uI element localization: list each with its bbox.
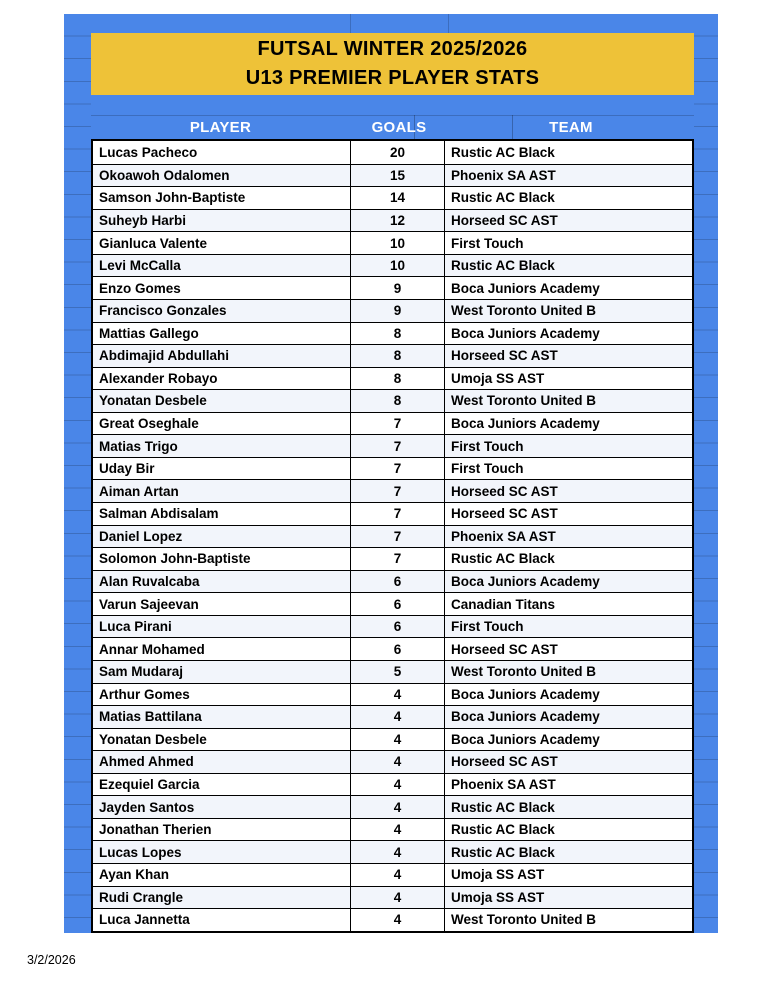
- player-name-cell: Rudi Crangle: [99, 889, 184, 905]
- team-cell: Rustic AC Black: [451, 551, 555, 567]
- goals-cell: 15: [350, 165, 445, 187]
- team-cell: West Toronto United B: [451, 303, 596, 319]
- team-cell: West Toronto United B: [451, 912, 596, 928]
- player-name-cell: Aiman Artan: [99, 483, 179, 499]
- team-cell: Umoja SS AST: [451, 370, 545, 386]
- table-row: [93, 637, 692, 660]
- player-name-cell: Jonathan Therien: [99, 822, 212, 838]
- player-name-cell: Gianluca Valente: [99, 235, 208, 251]
- table-row: [93, 863, 692, 886]
- table-row: [93, 570, 692, 593]
- goals-cell: 10: [350, 255, 445, 277]
- goals-cell: 4: [350, 909, 445, 931]
- goals-cell: 8: [350, 345, 445, 367]
- team-cell: Rustic AC Black: [451, 799, 555, 815]
- table-row: [93, 186, 692, 209]
- goals-cell: 4: [350, 774, 445, 796]
- table-row: [93, 479, 692, 502]
- team-cell: Phoenix SA AST: [451, 777, 556, 793]
- player-name-cell: Samson John-Baptiste: [99, 190, 246, 206]
- team-cell: Horseed SC AST: [451, 348, 558, 364]
- player-name-cell: Alan Ruvalcaba: [99, 573, 200, 589]
- table-row: [93, 389, 692, 412]
- table-row: [93, 705, 692, 728]
- table-row: [93, 750, 692, 773]
- player-name-cell: Daniel Lopez: [99, 528, 183, 544]
- title-line-1: FUTSAL WINTER 2025/2026: [257, 38, 528, 60]
- team-cell: Horseed SC AST: [451, 754, 558, 770]
- table-row: [93, 818, 692, 841]
- team-cell: First Touch: [451, 619, 524, 635]
- goals-cell: 4: [350, 751, 445, 773]
- goals-cell: 6: [350, 616, 445, 638]
- player-name-cell: Uday Bir: [99, 461, 155, 477]
- player-name-cell: Yonatan Desbele: [99, 393, 207, 409]
- goals-cell: 7: [350, 526, 445, 548]
- table-row: [93, 412, 692, 435]
- player-name-cell: Francisco Gonzales: [99, 303, 227, 319]
- player-name-cell: Annar Mohamed: [99, 641, 205, 657]
- player-name-cell: Abdimajid Abdullahi: [99, 348, 229, 364]
- team-cell: Phoenix SA AST: [451, 167, 556, 183]
- team-cell: Rustic AC Black: [451, 822, 555, 838]
- goals-cell: 8: [350, 390, 445, 412]
- table-row: [93, 525, 692, 548]
- goals-cell: 12: [350, 210, 445, 232]
- player-name-cell: Jayden Santos: [99, 799, 195, 815]
- left-blue-column: [64, 14, 91, 933]
- team-cell: Rustic AC Black: [451, 144, 555, 160]
- title-banner: [91, 33, 694, 95]
- player-name-cell: Sam Mudaraj: [99, 664, 184, 680]
- table-row: [93, 660, 692, 683]
- team-cell: Boca Juniors Academy: [451, 686, 600, 702]
- team-cell: West Toronto United B: [451, 664, 596, 680]
- player-name-cell: Ayan Khan: [99, 867, 170, 883]
- team-cell: Horseed SC AST: [451, 212, 558, 228]
- title-line-2: U13 PREMIER PLAYER STATS: [245, 67, 540, 89]
- team-cell: West Toronto United B: [451, 393, 596, 409]
- date-footer: 3/2/2026: [27, 953, 76, 967]
- goals-cell: 4: [350, 841, 445, 863]
- team-cell: First Touch: [451, 461, 524, 477]
- goals-cell: 7: [350, 548, 445, 570]
- goals-cell: 7: [350, 435, 445, 457]
- table-row: [93, 322, 692, 345]
- goals-cell: 6: [350, 638, 445, 660]
- table-row: [93, 367, 692, 390]
- player-name-cell: Levi McCalla: [99, 258, 181, 274]
- goals-cell: 4: [350, 684, 445, 706]
- table-row: [93, 615, 692, 638]
- table-row: [93, 231, 692, 254]
- player-name-cell: Luca Pirani: [99, 619, 172, 635]
- player-name-cell: Mattias Gallego: [99, 325, 199, 341]
- team-cell: Umoja SS AST: [451, 889, 545, 905]
- table-row: [93, 299, 692, 322]
- table-row: [93, 795, 692, 818]
- goals-cell: 4: [350, 819, 445, 841]
- team-cell: Boca Juniors Academy: [451, 325, 600, 341]
- goals-cell: 8: [350, 323, 445, 345]
- table-row: [93, 457, 692, 480]
- goals-cell: 4: [350, 729, 445, 751]
- team-cell: Boca Juniors Academy: [451, 416, 600, 432]
- table-row: [93, 840, 692, 863]
- player-name-cell: Varun Sajeevan: [99, 596, 199, 612]
- team-cell: First Touch: [451, 438, 524, 454]
- grid-line: [448, 14, 449, 33]
- goals-cell: 20: [350, 141, 445, 164]
- table-row: [93, 592, 692, 615]
- goals-cell: 5: [350, 661, 445, 683]
- player-name-cell: Lucas Lopes: [99, 844, 182, 860]
- goals-cell: 10: [350, 232, 445, 254]
- team-cell: Boca Juniors Academy: [451, 573, 600, 589]
- table-row: [93, 908, 692, 931]
- player-name-cell: Great Oseghale: [99, 416, 199, 432]
- goals-cell: 4: [350, 887, 445, 909]
- player-name-cell: Luca Jannetta: [99, 912, 190, 928]
- goals-cell: 6: [350, 571, 445, 593]
- player-name-cell: Solomon John-Baptiste: [99, 551, 251, 567]
- right-blue-column: [694, 14, 718, 933]
- goals-cell: 8: [350, 368, 445, 390]
- goals-cell: 4: [350, 796, 445, 818]
- table-row: [93, 209, 692, 232]
- table-row: [93, 502, 692, 525]
- goals-cell: 7: [350, 413, 445, 435]
- team-cell: Boca Juniors Academy: [451, 280, 600, 296]
- table-row: [93, 254, 692, 277]
- player-name-cell: Matias Battilana: [99, 709, 202, 725]
- column-header-team: TEAM: [549, 119, 593, 136]
- player-name-cell: Ezequiel Garcia: [99, 777, 200, 793]
- column-header-row: [91, 115, 694, 140]
- team-cell: Boca Juniors Academy: [451, 731, 600, 747]
- player-name-cell: Suheyb Harbi: [99, 212, 187, 228]
- goals-cell: 14: [350, 187, 445, 209]
- player-stats-table: [91, 139, 694, 933]
- team-cell: Phoenix SA AST: [451, 528, 556, 544]
- goals-cell: 9: [350, 300, 445, 322]
- goals-cell: 4: [350, 864, 445, 886]
- player-name-cell: Okoawoh Odalomen: [99, 167, 230, 183]
- table-row: [93, 434, 692, 457]
- table-row: [93, 773, 692, 796]
- table-row: [93, 164, 692, 187]
- table-row: [93, 886, 692, 909]
- team-cell: First Touch: [451, 235, 524, 251]
- table-row: [93, 728, 692, 751]
- player-name-cell: Salman Abdisalam: [99, 506, 219, 522]
- grid-line: [350, 14, 351, 33]
- goals-cell: 7: [350, 503, 445, 525]
- team-cell: Horseed SC AST: [451, 506, 558, 522]
- table-row: [93, 141, 692, 164]
- player-name-cell: Yonatan Desbele: [99, 731, 207, 747]
- column-header-player: PLAYER: [189, 119, 252, 136]
- goals-cell: 4: [350, 706, 445, 728]
- goals-cell: 9: [350, 277, 445, 299]
- team-cell: Horseed SC AST: [451, 483, 558, 499]
- player-name-cell: Matias Trigo: [99, 438, 178, 454]
- player-name-cell: Alexander Robayo: [99, 370, 218, 386]
- player-name-cell: Enzo Gomes: [99, 280, 181, 296]
- table-row: [93, 276, 692, 299]
- team-cell: Umoja SS AST: [451, 867, 545, 883]
- team-cell: Rustic AC Black: [451, 844, 555, 860]
- column-header-goals: GOALS: [371, 119, 427, 136]
- goals-cell: 7: [350, 458, 445, 480]
- team-cell: Boca Juniors Academy: [451, 709, 600, 725]
- table-row: [93, 344, 692, 367]
- goals-cell: 7: [350, 480, 445, 502]
- table-row: [93, 683, 692, 706]
- team-cell: Rustic AC Black: [451, 258, 555, 274]
- player-name-cell: Lucas Pacheco: [99, 144, 198, 160]
- team-cell: Horseed SC AST: [451, 641, 558, 657]
- team-cell: Canadian Titans: [451, 596, 556, 612]
- goals-cell: 6: [350, 593, 445, 615]
- player-name-cell: Arthur Gomes: [99, 686, 190, 702]
- team-cell: Rustic AC Black: [451, 190, 555, 206]
- table-row: [93, 547, 692, 570]
- player-name-cell: Ahmed Ahmed: [99, 754, 194, 770]
